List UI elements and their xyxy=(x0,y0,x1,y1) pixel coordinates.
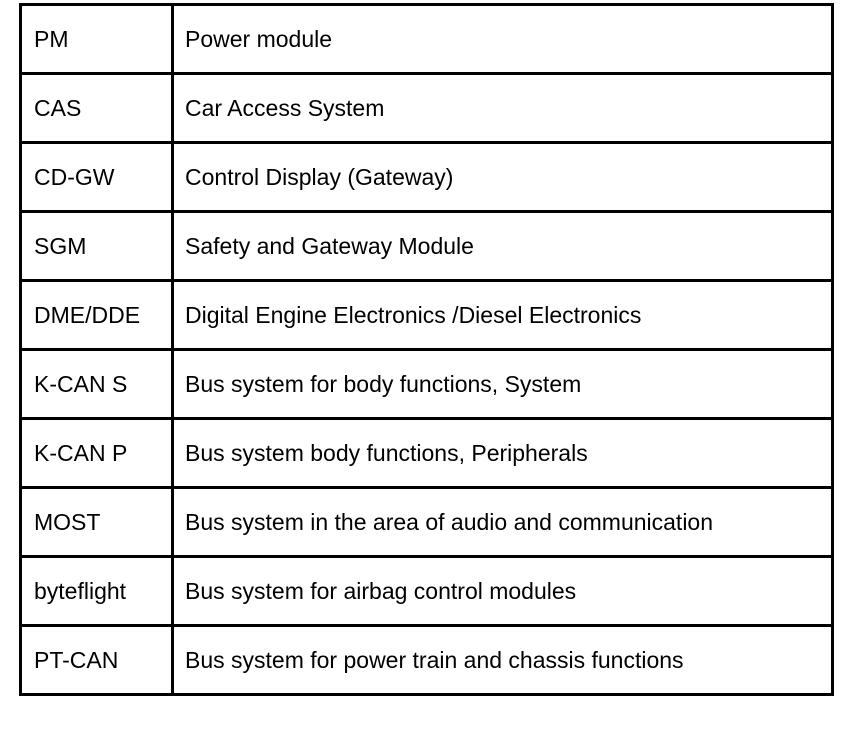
table-row xyxy=(21,212,833,281)
abbreviation-table-body xyxy=(21,5,833,695)
description-cell: Safety and Gateway Module xyxy=(173,212,833,281)
abbreviation-cell: PM xyxy=(21,5,173,74)
table-row xyxy=(21,281,833,350)
abbreviation-cell: SGM xyxy=(21,212,173,281)
abbreviation-cell: PT-CAN xyxy=(21,626,173,695)
table-row xyxy=(21,488,833,557)
description-cell: Bus system body functions, Peripherals xyxy=(173,419,833,488)
abbreviation-cell: byteflight xyxy=(21,557,173,626)
description-cell: Bus system in the area of audio and communication xyxy=(173,488,833,557)
abbreviation-cell: K-CAN S xyxy=(21,350,173,419)
description-cell: Car Access System xyxy=(173,74,833,143)
table-row xyxy=(21,5,833,74)
abbreviation-cell: MOST xyxy=(21,488,173,557)
abbreviation-cell: CAS xyxy=(21,74,173,143)
description-cell: Bus system for airbag control modules xyxy=(173,557,833,626)
description-cell: Control Display (Gateway) xyxy=(173,143,833,212)
table-row xyxy=(21,419,833,488)
abbreviation-cell: DME/DDE xyxy=(21,281,173,350)
table-row xyxy=(21,143,833,212)
description-cell: Digital Engine Electronics /Diesel Electronics xyxy=(173,281,833,350)
table-row xyxy=(21,350,833,419)
description-cell: Bus system for power train and chassis functions xyxy=(173,626,833,695)
description-cell: Power module xyxy=(173,5,833,74)
table-row xyxy=(21,74,833,143)
abbreviation-cell: CD-GW xyxy=(21,143,173,212)
abbreviation-table xyxy=(19,3,834,696)
abbreviation-cell: K-CAN P xyxy=(21,419,173,488)
table-row xyxy=(21,626,833,695)
description-cell: Bus system for body functions, System xyxy=(173,350,833,419)
table-row xyxy=(21,557,833,626)
